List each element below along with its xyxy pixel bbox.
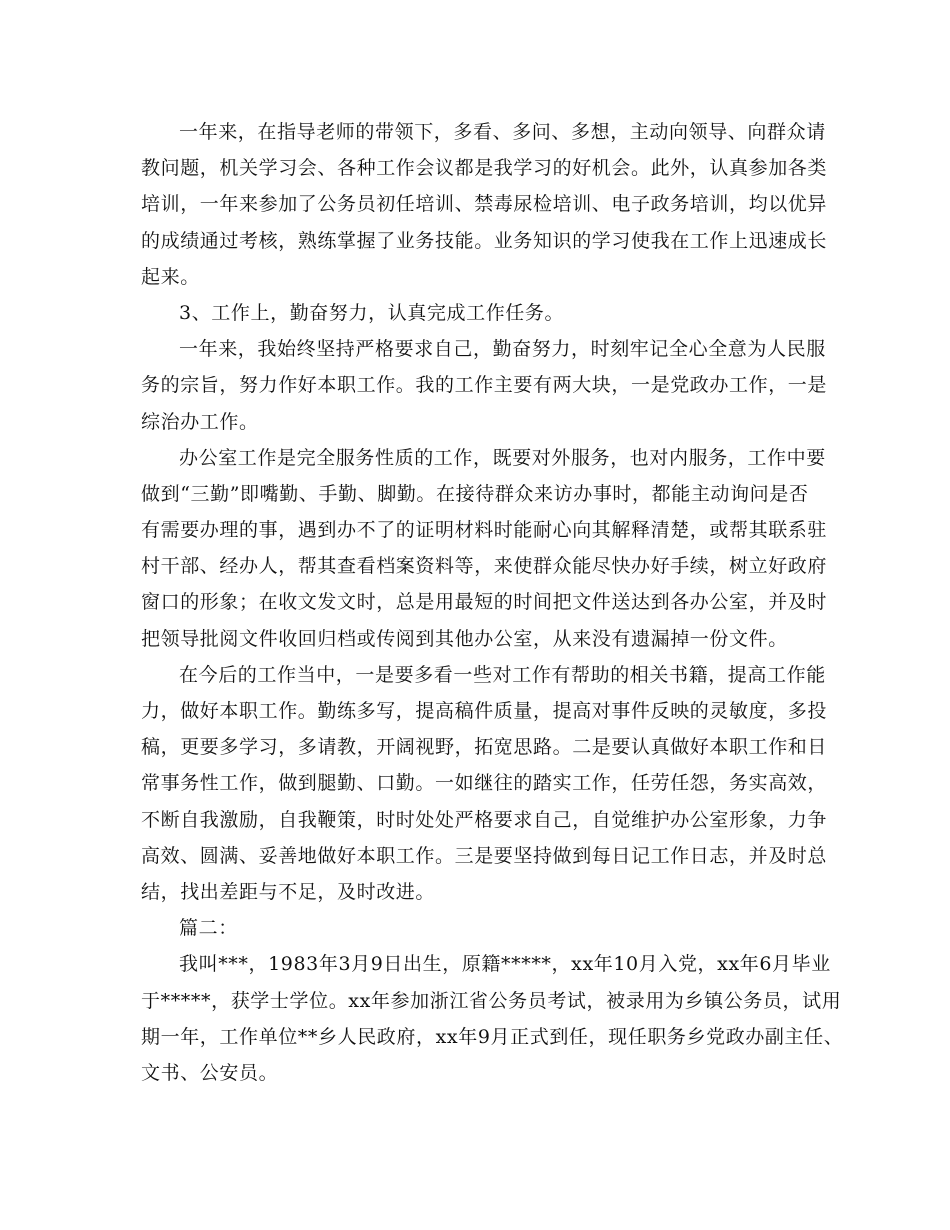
text-line: 窗口的形象；在收文发文时，总是用最短的时间把文件送达到各办公室，并及时 [141, 591, 828, 614]
paragraph [141, 295, 811, 331]
paragraph [141, 946, 844, 1091]
text-line: 起来。 [141, 265, 200, 288]
paragraph [141, 657, 828, 910]
text-line: 稿，更要多学习，多请教，开阔视野，拓宽思路。二是要认真做好本职工作和日 [141, 736, 828, 759]
paragraph [141, 331, 828, 440]
text-line: 常事务性工作，做到腿勤、口勤。一如继往的踏实工作，任劳任怨，务实高效， [141, 772, 828, 795]
text-line: 有需要办理的事，遇到办不了的证明材料时能耐心向其解释清楚，或帮其联系驻 [141, 519, 828, 542]
text-line: 一年来，在指导老师的带领下，多看、多问、多想，主动向领导、向群众请 [179, 121, 826, 143]
text-line: 于*****，获学士学位。xx年参加浙江省公务员考试，被录用为乡镇公务员，试用 [141, 989, 842, 1012]
text-line: 不断自我激励，自我鞭策，时时处处严格要求自己，自觉维护办公室形象，力争 [141, 808, 828, 831]
text-line: 办公室工作是完全服务性质的工作，既要对外服务，也对内服务，工作中要 [179, 446, 826, 469]
text-line: 在今后的工作当中，一是要多看一些对工作有帮助的相关书籍，提高工作能 [179, 663, 826, 686]
text-line: 一年来，我始终坚持严格要求自己，勤奋努力，时刻牢记全心全意为人民服 [179, 338, 826, 361]
text-line: 文书、公安员。 [141, 1061, 279, 1084]
text-line: 结，找出差距与不足，及时改进。 [141, 880, 436, 903]
text-line: 的成绩通过考核，熟练掌握了业务技能。业务知识的学习使我在工作上迅速成长 [141, 229, 828, 252]
text-line: 高效、圆满、妥善地做好本职工作。三是要坚持做到每日记工作日志，并及时总 [141, 844, 828, 867]
text-line: 综治办工作。 [141, 410, 259, 433]
section-heading: 3、工作上，勤奋努力，认真完成工作任务。 [179, 301, 565, 324]
text-line: 教问题，机关学习会、各种工作会议都是我学习的好机会。此外，认真参加各类 [141, 157, 828, 180]
text-line: 村干部、经办人，帮其查看档案资料等，来使群众能尽快办好手续，树立好政府 [141, 555, 828, 578]
paragraph [141, 114, 828, 295]
text-line: 期一年，工作单位**乡人民政府，xx年9月正式到任，现任职务乡党政办副主任、 [141, 1025, 844, 1048]
paragraph [141, 910, 811, 946]
text-line: 力，做好本职工作。勤练多写，提高稿件质量，提高对事件反映的灵敏度，多投 [141, 700, 828, 722]
text-line: 把领导批阅文件收回归档或传阅到其他办公室，从来没有遗漏掉一份文件。 [141, 627, 788, 650]
section-heading: 篇二： [179, 917, 238, 940]
text-line: 培训，一年来参加了公务员初任培训、禁毒尿检培训、电子政务培训，均以优异 [141, 193, 828, 216]
text-line: 务的宗旨，努力作好本职工作。我的工作主要有两大块，一是党政办工作，一是 [141, 374, 828, 397]
paragraph [141, 440, 828, 657]
document-body [141, 114, 844, 1091]
text-line: 我叫***，1983年3月9日出生，原籍*****，xx年10月入党，xx年6月毕业 [179, 953, 831, 976]
text-line: 做到“三勤”即嘴勤、手勤、脚勤。在接待群众来访办事时，都能主动询问是否 [141, 482, 809, 505]
